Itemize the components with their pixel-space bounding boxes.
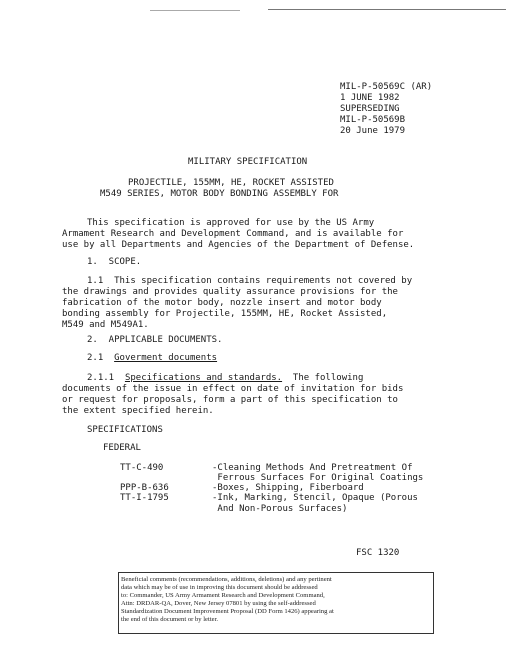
section-2-1-title: Goverment documents bbox=[114, 353, 218, 363]
spec-code-ppp-b-636: PPP-B-636 bbox=[120, 483, 169, 493]
scan-artifact-line bbox=[150, 10, 240, 11]
comments-notice-text bbox=[121, 576, 433, 623]
spec-code-tt-c-490: TT-C-490 bbox=[120, 463, 164, 473]
notice-line: Standardization Document Improvement Proposal (DD Form 1426) appearing at bbox=[121, 607, 334, 615]
scope-line-3: fabrication of the motor body, nozzle insert and motor body bbox=[62, 298, 382, 308]
section-2-1-heading bbox=[87, 353, 217, 364]
scope-line-5: M549 and M549A1. bbox=[62, 320, 149, 330]
specifications-heading: SPECIFICATIONS bbox=[87, 425, 163, 435]
notice-line: data which may be of use in improving this document should be addressed bbox=[121, 583, 318, 591]
spec-desc-tt-i-1795-line-2: And Non-Porous Surfaces) bbox=[212, 504, 348, 514]
notice-line: to: Commander, US Army Armament Research and Development Command, bbox=[121, 591, 325, 599]
superseded-doc-number: MIL-P-50569B bbox=[340, 115, 406, 125]
doc-date: 1 JUNE 1982 bbox=[340, 93, 400, 103]
spec-code-tt-i-1795: TT-I-1795 bbox=[120, 493, 169, 503]
spec-desc-tt-c-490-line-2: Ferrous Surfaces For Original Coatings bbox=[212, 473, 424, 483]
fsc-code: FSC 1320 bbox=[356, 548, 400, 558]
title-line-1: PROJECTILE, 155MM, HE, ROCKET ASSISTED bbox=[128, 178, 334, 188]
superseding-label: SUPERSEDING bbox=[340, 104, 400, 114]
section-2-1-1-number: 2.1.1 bbox=[87, 373, 115, 383]
spec-desc-tt-c-490-line-1: -Cleaning Methods And Pretreatment Of bbox=[212, 463, 413, 473]
title-line-2: M549 SERIES, MOTOR BODY BONDING ASSEMBLY FOR bbox=[100, 189, 339, 199]
section-2-1-1-line-3: or request for proposals, form a part of this specification to bbox=[62, 395, 398, 405]
spec-desc-tt-i-1795-line-1: -Ink, Marking, Stencil, Opaque (Porous bbox=[212, 493, 418, 503]
federal-heading: FEDERAL bbox=[103, 443, 141, 453]
section-2-1-number: 2.1 bbox=[87, 353, 104, 363]
scan-artifact-line bbox=[268, 9, 506, 10]
superseded-doc-date: 20 June 1979 bbox=[340, 126, 406, 136]
doc-number: MIL-P-50569C (AR) bbox=[340, 82, 433, 92]
intro-line-2: Armament Research and Development Command, and is available for bbox=[62, 229, 404, 239]
scope-line-4: bonding assembly for Projectile, 155MM, HE, Rocket Assisted, bbox=[62, 309, 388, 319]
section-2-1-1-line-2: documents of the issue in effect on date of invitation for bids bbox=[62, 384, 404, 394]
notice-line: the end of this document or by letter. bbox=[121, 615, 219, 623]
notice-line: Beneficial comments (recommendations, additions, deletions) and any pertinent bbox=[121, 576, 332, 583]
scope-line-2: the drawings and provides quality assurance provisions for the bbox=[62, 287, 398, 297]
section-2-heading: 2. APPLICABLE DOCUMENTS. bbox=[87, 335, 223, 345]
section-1-heading: 1. SCOPE. bbox=[87, 257, 142, 267]
section-2-1-1-line-4: the extent specified herein. bbox=[62, 406, 214, 416]
section-2-1-1-line-1: 2.1.1 Specifications and standards. The following bbox=[87, 373, 364, 383]
intro-line-3: use by all Departments and Agencies of the Department of Defense. bbox=[62, 240, 415, 250]
spec-desc-ppp-b-636: -Boxes, Shipping, Fiberboard bbox=[212, 483, 364, 493]
intro-line-1: This specification is approved for use by the US Army bbox=[87, 218, 375, 228]
notice-line: Attn: DRDAR-QA, Dover, New Jersey 07801 by using the self-addressed bbox=[121, 599, 316, 607]
section-2-1-1-title: Specifications and standards. bbox=[124, 373, 283, 383]
spec-type-heading: MILITARY SPECIFICATION bbox=[188, 157, 308, 167]
scope-line-1: 1.1 This specification contains requirements not covered by bbox=[87, 276, 413, 286]
